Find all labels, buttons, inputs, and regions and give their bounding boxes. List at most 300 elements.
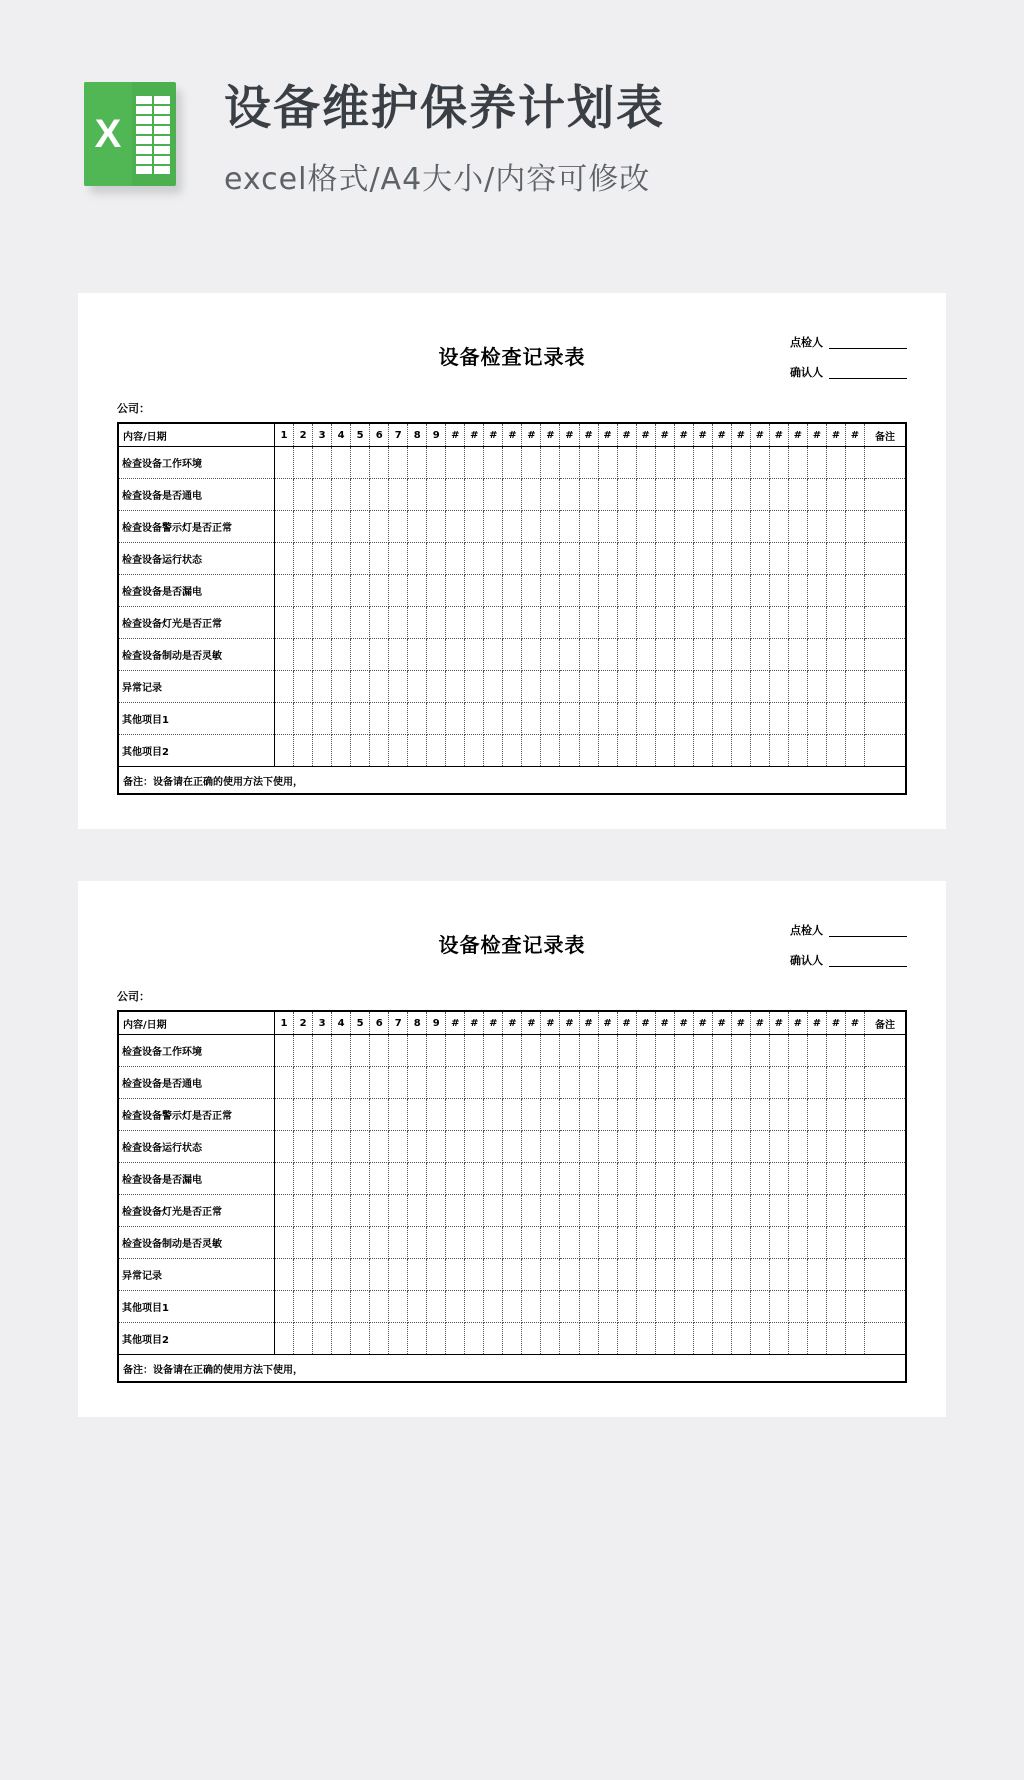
cell-r1-c4[interactable] — [332, 1035, 351, 1067]
cell-r2-c28[interactable] — [788, 479, 807, 511]
cell-remark-r5[interactable] — [865, 1163, 907, 1195]
cell-r7-c7[interactable] — [389, 639, 408, 671]
cell-r8-c15[interactable] — [541, 671, 560, 703]
cell-r2-c1[interactable] — [275, 1067, 294, 1099]
cell-r8-c29[interactable] — [807, 1259, 826, 1291]
cell-r1-c14[interactable] — [522, 1035, 541, 1067]
cell-r3-c7[interactable] — [389, 511, 408, 543]
cell-r7-c5[interactable] — [351, 1227, 370, 1259]
cell-r1-c18[interactable] — [598, 1035, 617, 1067]
cell-r2-c19[interactable] — [617, 1067, 636, 1099]
signer-line-inspector-2[interactable] — [829, 925, 907, 937]
cell-r10-c5[interactable] — [351, 735, 370, 767]
cell-r5-c10[interactable] — [446, 1163, 465, 1195]
cell-r6-c7[interactable] — [389, 1195, 408, 1227]
cell-r2-c31[interactable] — [845, 1067, 864, 1099]
cell-r4-c30[interactable] — [826, 1131, 845, 1163]
cell-r9-c31[interactable] — [845, 703, 864, 735]
cell-r4-c6[interactable] — [370, 543, 389, 575]
cell-r8-c14[interactable] — [522, 1259, 541, 1291]
cell-r8-c6[interactable] — [370, 671, 389, 703]
cell-r5-c21[interactable] — [655, 575, 674, 607]
cell-r10-c18[interactable] — [598, 1323, 617, 1355]
cell-r4-c18[interactable] — [598, 1131, 617, 1163]
cell-r5-c14[interactable] — [522, 575, 541, 607]
cell-r5-c21[interactable] — [655, 1163, 674, 1195]
cell-r10-c1[interactable] — [275, 735, 294, 767]
cell-r7-c15[interactable] — [541, 639, 560, 671]
cell-r7-c25[interactable] — [731, 639, 750, 671]
cell-r2-c18[interactable] — [598, 479, 617, 511]
cell-r7-c6[interactable] — [370, 639, 389, 671]
cell-r1-c7[interactable] — [389, 1035, 408, 1067]
cell-r4-c9[interactable] — [427, 1131, 446, 1163]
cell-r1-c27[interactable] — [769, 1035, 788, 1067]
cell-r4-c19[interactable] — [617, 1131, 636, 1163]
cell-r1-c5[interactable] — [351, 447, 370, 479]
cell-r1-c8[interactable] — [408, 447, 427, 479]
cell-r8-c4[interactable] — [332, 1259, 351, 1291]
cell-r8-c21[interactable] — [655, 1259, 674, 1291]
cell-r1-c24[interactable] — [712, 447, 731, 479]
cell-r1-c15[interactable] — [541, 447, 560, 479]
cell-r4-c31[interactable] — [845, 543, 864, 575]
cell-r2-c23[interactable] — [693, 479, 712, 511]
cell-r4-c9[interactable] — [427, 543, 446, 575]
cell-r4-c16[interactable] — [560, 543, 579, 575]
cell-r7-c18[interactable] — [598, 1227, 617, 1259]
cell-r9-c25[interactable] — [731, 703, 750, 735]
cell-r8-c9[interactable] — [427, 1259, 446, 1291]
cell-r10-c31[interactable] — [845, 735, 864, 767]
cell-r6-c26[interactable] — [750, 1195, 769, 1227]
cell-r6-c28[interactable] — [788, 1195, 807, 1227]
cell-r5-c13[interactable] — [503, 1163, 522, 1195]
cell-r4-c29[interactable] — [807, 1131, 826, 1163]
cell-r1-c22[interactable] — [674, 447, 693, 479]
cell-r6-c3[interactable] — [313, 1195, 332, 1227]
cell-r10-c7[interactable] — [389, 735, 408, 767]
cell-r3-c20[interactable] — [636, 511, 655, 543]
cell-r4-c1[interactable] — [275, 543, 294, 575]
cell-r7-c13[interactable] — [503, 639, 522, 671]
cell-r8-c2[interactable] — [294, 671, 313, 703]
cell-r4-c2[interactable] — [294, 1131, 313, 1163]
cell-r2-c2[interactable] — [294, 1067, 313, 1099]
cell-r7-c28[interactable] — [788, 1227, 807, 1259]
cell-r10-c28[interactable] — [788, 1323, 807, 1355]
cell-r8-c8[interactable] — [408, 671, 427, 703]
cell-r9-c19[interactable] — [617, 1291, 636, 1323]
cell-r10-c13[interactable] — [503, 735, 522, 767]
cell-r8-c11[interactable] — [465, 671, 484, 703]
cell-remark-r4[interactable] — [865, 1131, 907, 1163]
cell-r9-c18[interactable] — [598, 1291, 617, 1323]
cell-r6-c17[interactable] — [579, 607, 598, 639]
cell-r5-c16[interactable] — [560, 1163, 579, 1195]
cell-r5-c15[interactable] — [541, 575, 560, 607]
cell-r2-c8[interactable] — [408, 1067, 427, 1099]
cell-remark-r2[interactable] — [865, 1067, 907, 1099]
cell-r7-c28[interactable] — [788, 639, 807, 671]
cell-r2-c8[interactable] — [408, 479, 427, 511]
cell-r7-c5[interactable] — [351, 639, 370, 671]
cell-r2-c27[interactable] — [769, 479, 788, 511]
cell-remark-r1[interactable] — [865, 1035, 907, 1067]
cell-r6-c23[interactable] — [693, 607, 712, 639]
cell-r2-c10[interactable] — [446, 1067, 465, 1099]
cell-r7-c18[interactable] — [598, 639, 617, 671]
cell-r7-c4[interactable] — [332, 1227, 351, 1259]
cell-r8-c8[interactable] — [408, 1259, 427, 1291]
cell-r8-c26[interactable] — [750, 671, 769, 703]
cell-r7-c21[interactable] — [655, 639, 674, 671]
cell-r5-c16[interactable] — [560, 575, 579, 607]
cell-r6-c16[interactable] — [560, 607, 579, 639]
cell-r6-c7[interactable] — [389, 607, 408, 639]
cell-r9-c24[interactable] — [712, 703, 731, 735]
cell-r9-c10[interactable] — [446, 1291, 465, 1323]
cell-r9-c11[interactable] — [465, 1291, 484, 1323]
cell-r1-c1[interactable] — [275, 1035, 294, 1067]
cell-r2-c30[interactable] — [826, 1067, 845, 1099]
cell-r2-c9[interactable] — [427, 1067, 446, 1099]
cell-r2-c7[interactable] — [389, 479, 408, 511]
cell-r5-c28[interactable] — [788, 575, 807, 607]
cell-r9-c29[interactable] — [807, 1291, 826, 1323]
cell-r5-c12[interactable] — [484, 1163, 503, 1195]
cell-r6-c13[interactable] — [503, 607, 522, 639]
cell-r2-c10[interactable] — [446, 479, 465, 511]
cell-remark-r1[interactable] — [865, 447, 907, 479]
cell-remark-r9[interactable] — [865, 703, 907, 735]
cell-r8-c2[interactable] — [294, 1259, 313, 1291]
cell-r3-c10[interactable] — [446, 511, 465, 543]
cell-remark-r7[interactable] — [865, 1227, 907, 1259]
cell-r5-c19[interactable] — [617, 1163, 636, 1195]
cell-r10-c26[interactable] — [750, 1323, 769, 1355]
cell-remark-r10[interactable] — [865, 1323, 907, 1355]
cell-r3-c12[interactable] — [484, 511, 503, 543]
cell-r4-c26[interactable] — [750, 543, 769, 575]
cell-r8-c19[interactable] — [617, 1259, 636, 1291]
cell-r6-c12[interactable] — [484, 1195, 503, 1227]
signer-line-confirmer[interactable] — [829, 367, 907, 379]
cell-r2-c14[interactable] — [522, 1067, 541, 1099]
cell-r1-c23[interactable] — [693, 1035, 712, 1067]
cell-r6-c25[interactable] — [731, 607, 750, 639]
cell-r6-c18[interactable] — [598, 1195, 617, 1227]
cell-r1-c12[interactable] — [484, 447, 503, 479]
cell-r1-c20[interactable] — [636, 1035, 655, 1067]
cell-r3-c20[interactable] — [636, 1099, 655, 1131]
cell-r8-c17[interactable] — [579, 1259, 598, 1291]
cell-r7-c27[interactable] — [769, 639, 788, 671]
cell-r1-c30[interactable] — [826, 1035, 845, 1067]
cell-r8-c24[interactable] — [712, 671, 731, 703]
cell-r3-c27[interactable] — [769, 1099, 788, 1131]
cell-r4-c2[interactable] — [294, 543, 313, 575]
cell-r9-c23[interactable] — [693, 703, 712, 735]
cell-r3-c31[interactable] — [845, 511, 864, 543]
cell-r10-c6[interactable] — [370, 735, 389, 767]
cell-r6-c12[interactable] — [484, 607, 503, 639]
cell-r5-c5[interactable] — [351, 1163, 370, 1195]
cell-r6-c13[interactable] — [503, 1195, 522, 1227]
cell-r10-c16[interactable] — [560, 1323, 579, 1355]
cell-r5-c3[interactable] — [313, 1163, 332, 1195]
cell-r6-c16[interactable] — [560, 1195, 579, 1227]
cell-r2-c28[interactable] — [788, 1067, 807, 1099]
cell-r6-c17[interactable] — [579, 1195, 598, 1227]
cell-remark-r2[interactable] — [865, 479, 907, 511]
cell-r9-c13[interactable] — [503, 703, 522, 735]
cell-r8-c17[interactable] — [579, 671, 598, 703]
cell-r4-c17[interactable] — [579, 1131, 598, 1163]
cell-r5-c2[interactable] — [294, 575, 313, 607]
cell-r9-c8[interactable] — [408, 703, 427, 735]
cell-r2-c21[interactable] — [655, 479, 674, 511]
cell-r6-c20[interactable] — [636, 1195, 655, 1227]
cell-r10-c8[interactable] — [408, 735, 427, 767]
cell-r7-c23[interactable] — [693, 639, 712, 671]
cell-r8-c13[interactable] — [503, 1259, 522, 1291]
cell-r4-c16[interactable] — [560, 1131, 579, 1163]
cell-r3-c14[interactable] — [522, 1099, 541, 1131]
cell-r10-c25[interactable] — [731, 1323, 750, 1355]
cell-r8-c20[interactable] — [636, 1259, 655, 1291]
cell-r7-c1[interactable] — [275, 639, 294, 671]
cell-r3-c27[interactable] — [769, 511, 788, 543]
cell-r3-c16[interactable] — [560, 1099, 579, 1131]
cell-r9-c21[interactable] — [655, 703, 674, 735]
cell-r8-c3[interactable] — [313, 671, 332, 703]
cell-r4-c3[interactable] — [313, 543, 332, 575]
cell-r9-c17[interactable] — [579, 1291, 598, 1323]
cell-r8-c7[interactable] — [389, 1259, 408, 1291]
cell-r1-c29[interactable] — [807, 447, 826, 479]
cell-r10-c8[interactable] — [408, 1323, 427, 1355]
cell-r3-c29[interactable] — [807, 1099, 826, 1131]
cell-r1-c24[interactable] — [712, 1035, 731, 1067]
cell-r5-c1[interactable] — [275, 1163, 294, 1195]
cell-r2-c18[interactable] — [598, 1067, 617, 1099]
cell-r10-c12[interactable] — [484, 1323, 503, 1355]
cell-r5-c4[interactable] — [332, 575, 351, 607]
cell-r3-c6[interactable] — [370, 1099, 389, 1131]
cell-r1-c13[interactable] — [503, 447, 522, 479]
cell-r8-c27[interactable] — [769, 1259, 788, 1291]
cell-r9-c11[interactable] — [465, 703, 484, 735]
cell-r6-c26[interactable] — [750, 607, 769, 639]
cell-r7-c30[interactable] — [826, 1227, 845, 1259]
cell-r10-c27[interactable] — [769, 735, 788, 767]
cell-r5-c20[interactable] — [636, 575, 655, 607]
cell-r5-c26[interactable] — [750, 1163, 769, 1195]
cell-r1-c13[interactable] — [503, 1035, 522, 1067]
cell-r7-c26[interactable] — [750, 639, 769, 671]
cell-r9-c7[interactable] — [389, 1291, 408, 1323]
cell-r6-c11[interactable] — [465, 1195, 484, 1227]
cell-r6-c11[interactable] — [465, 607, 484, 639]
cell-r9-c15[interactable] — [541, 1291, 560, 1323]
cell-r5-c22[interactable] — [674, 575, 693, 607]
cell-r10-c20[interactable] — [636, 1323, 655, 1355]
cell-r9-c1[interactable] — [275, 703, 294, 735]
cell-r5-c9[interactable] — [427, 1163, 446, 1195]
cell-r7-c11[interactable] — [465, 639, 484, 671]
cell-r5-c11[interactable] — [465, 1163, 484, 1195]
cell-r10-c22[interactable] — [674, 1323, 693, 1355]
cell-r4-c20[interactable] — [636, 543, 655, 575]
cell-r8-c16[interactable] — [560, 1259, 579, 1291]
cell-r4-c4[interactable] — [332, 1131, 351, 1163]
cell-r5-c13[interactable] — [503, 575, 522, 607]
cell-r6-c30[interactable] — [826, 1195, 845, 1227]
cell-r3-c11[interactable] — [465, 511, 484, 543]
cell-r1-c21[interactable] — [655, 1035, 674, 1067]
cell-r9-c6[interactable] — [370, 1291, 389, 1323]
cell-r7-c4[interactable] — [332, 639, 351, 671]
cell-r1-c11[interactable] — [465, 1035, 484, 1067]
cell-r3-c21[interactable] — [655, 1099, 674, 1131]
cell-r3-c24[interactable] — [712, 511, 731, 543]
cell-r8-c4[interactable] — [332, 671, 351, 703]
cell-r4-c7[interactable] — [389, 1131, 408, 1163]
cell-r3-c15[interactable] — [541, 1099, 560, 1131]
cell-r3-c6[interactable] — [370, 511, 389, 543]
cell-r1-c2[interactable] — [294, 447, 313, 479]
cell-r1-c29[interactable] — [807, 1035, 826, 1067]
cell-r4-c8[interactable] — [408, 543, 427, 575]
cell-r10-c16[interactable] — [560, 735, 579, 767]
cell-r8-c5[interactable] — [351, 671, 370, 703]
cell-r1-c3[interactable] — [313, 1035, 332, 1067]
cell-r3-c24[interactable] — [712, 1099, 731, 1131]
cell-r3-c13[interactable] — [503, 1099, 522, 1131]
cell-r10-c29[interactable] — [807, 1323, 826, 1355]
cell-r1-c19[interactable] — [617, 1035, 636, 1067]
cell-r3-c13[interactable] — [503, 511, 522, 543]
cell-r5-c29[interactable] — [807, 1163, 826, 1195]
cell-r9-c4[interactable] — [332, 703, 351, 735]
cell-remark-r4[interactable] — [865, 543, 907, 575]
cell-r2-c14[interactable] — [522, 479, 541, 511]
cell-r7-c21[interactable] — [655, 1227, 674, 1259]
cell-r3-c17[interactable] — [579, 511, 598, 543]
cell-r2-c19[interactable] — [617, 479, 636, 511]
cell-r5-c30[interactable] — [826, 575, 845, 607]
cell-r4-c23[interactable] — [693, 543, 712, 575]
cell-r1-c10[interactable] — [446, 447, 465, 479]
cell-r10-c14[interactable] — [522, 1323, 541, 1355]
cell-r9-c9[interactable] — [427, 1291, 446, 1323]
cell-r7-c16[interactable] — [560, 639, 579, 671]
cell-r2-c22[interactable] — [674, 1067, 693, 1099]
cell-r3-c10[interactable] — [446, 1099, 465, 1131]
cell-r1-c25[interactable] — [731, 1035, 750, 1067]
cell-r10-c4[interactable] — [332, 1323, 351, 1355]
cell-r10-c25[interactable] — [731, 735, 750, 767]
cell-r3-c2[interactable] — [294, 1099, 313, 1131]
cell-r1-c25[interactable] — [731, 447, 750, 479]
cell-r7-c27[interactable] — [769, 1227, 788, 1259]
cell-r3-c4[interactable] — [332, 511, 351, 543]
cell-r8-c18[interactable] — [598, 671, 617, 703]
cell-r5-c6[interactable] — [370, 1163, 389, 1195]
cell-r3-c23[interactable] — [693, 511, 712, 543]
cell-r4-c4[interactable] — [332, 543, 351, 575]
cell-r3-c30[interactable] — [826, 511, 845, 543]
cell-r7-c31[interactable] — [845, 1227, 864, 1259]
cell-r4-c29[interactable] — [807, 543, 826, 575]
cell-r4-c15[interactable] — [541, 1131, 560, 1163]
cell-r5-c17[interactable] — [579, 575, 598, 607]
cell-remark-r9[interactable] — [865, 1291, 907, 1323]
cell-r10-c3[interactable] — [313, 1323, 332, 1355]
cell-remark-r5[interactable] — [865, 575, 907, 607]
cell-r6-c4[interactable] — [332, 1195, 351, 1227]
cell-r5-c25[interactable] — [731, 575, 750, 607]
cell-r7-c26[interactable] — [750, 1227, 769, 1259]
cell-r6-c28[interactable] — [788, 607, 807, 639]
cell-r10-c10[interactable] — [446, 1323, 465, 1355]
cell-r10-c9[interactable] — [427, 1323, 446, 1355]
cell-r7-c7[interactable] — [389, 1227, 408, 1259]
cell-r1-c20[interactable] — [636, 447, 655, 479]
cell-r7-c23[interactable] — [693, 1227, 712, 1259]
cell-r10-c15[interactable] — [541, 735, 560, 767]
cell-r5-c15[interactable] — [541, 1163, 560, 1195]
cell-r9-c6[interactable] — [370, 703, 389, 735]
cell-r1-c22[interactable] — [674, 1035, 693, 1067]
cell-r2-c11[interactable] — [465, 479, 484, 511]
cell-r8-c15[interactable] — [541, 1259, 560, 1291]
cell-r8-c27[interactable] — [769, 671, 788, 703]
cell-r9-c15[interactable] — [541, 703, 560, 735]
cell-r1-c18[interactable] — [598, 447, 617, 479]
cell-r4-c24[interactable] — [712, 543, 731, 575]
cell-remark-r3[interactable] — [865, 1099, 907, 1131]
cell-r3-c17[interactable] — [579, 1099, 598, 1131]
cell-r6-c29[interactable] — [807, 607, 826, 639]
cell-r7-c25[interactable] — [731, 1227, 750, 1259]
cell-r10-c1[interactable] — [275, 1323, 294, 1355]
cell-r10-c13[interactable] — [503, 1323, 522, 1355]
cell-r4-c13[interactable] — [503, 1131, 522, 1163]
cell-r8-c24[interactable] — [712, 1259, 731, 1291]
cell-r8-c1[interactable] — [275, 1259, 294, 1291]
cell-r8-c23[interactable] — [693, 671, 712, 703]
cell-r4-c11[interactable] — [465, 1131, 484, 1163]
cell-r3-c8[interactable] — [408, 511, 427, 543]
cell-r10-c30[interactable] — [826, 735, 845, 767]
cell-r6-c31[interactable] — [845, 1195, 864, 1227]
cell-r3-c7[interactable] — [389, 1099, 408, 1131]
cell-r6-c9[interactable] — [427, 1195, 446, 1227]
cell-r8-c23[interactable] — [693, 1259, 712, 1291]
cell-r7-c3[interactable] — [313, 639, 332, 671]
cell-r4-c24[interactable] — [712, 1131, 731, 1163]
cell-r8-c19[interactable] — [617, 671, 636, 703]
cell-r2-c27[interactable] — [769, 1067, 788, 1099]
cell-r6-c6[interactable] — [370, 607, 389, 639]
cell-r5-c2[interactable] — [294, 1163, 313, 1195]
cell-r8-c12[interactable] — [484, 1259, 503, 1291]
cell-r10-c15[interactable] — [541, 1323, 560, 1355]
cell-r6-c14[interactable] — [522, 607, 541, 639]
cell-r2-c23[interactable] — [693, 1067, 712, 1099]
